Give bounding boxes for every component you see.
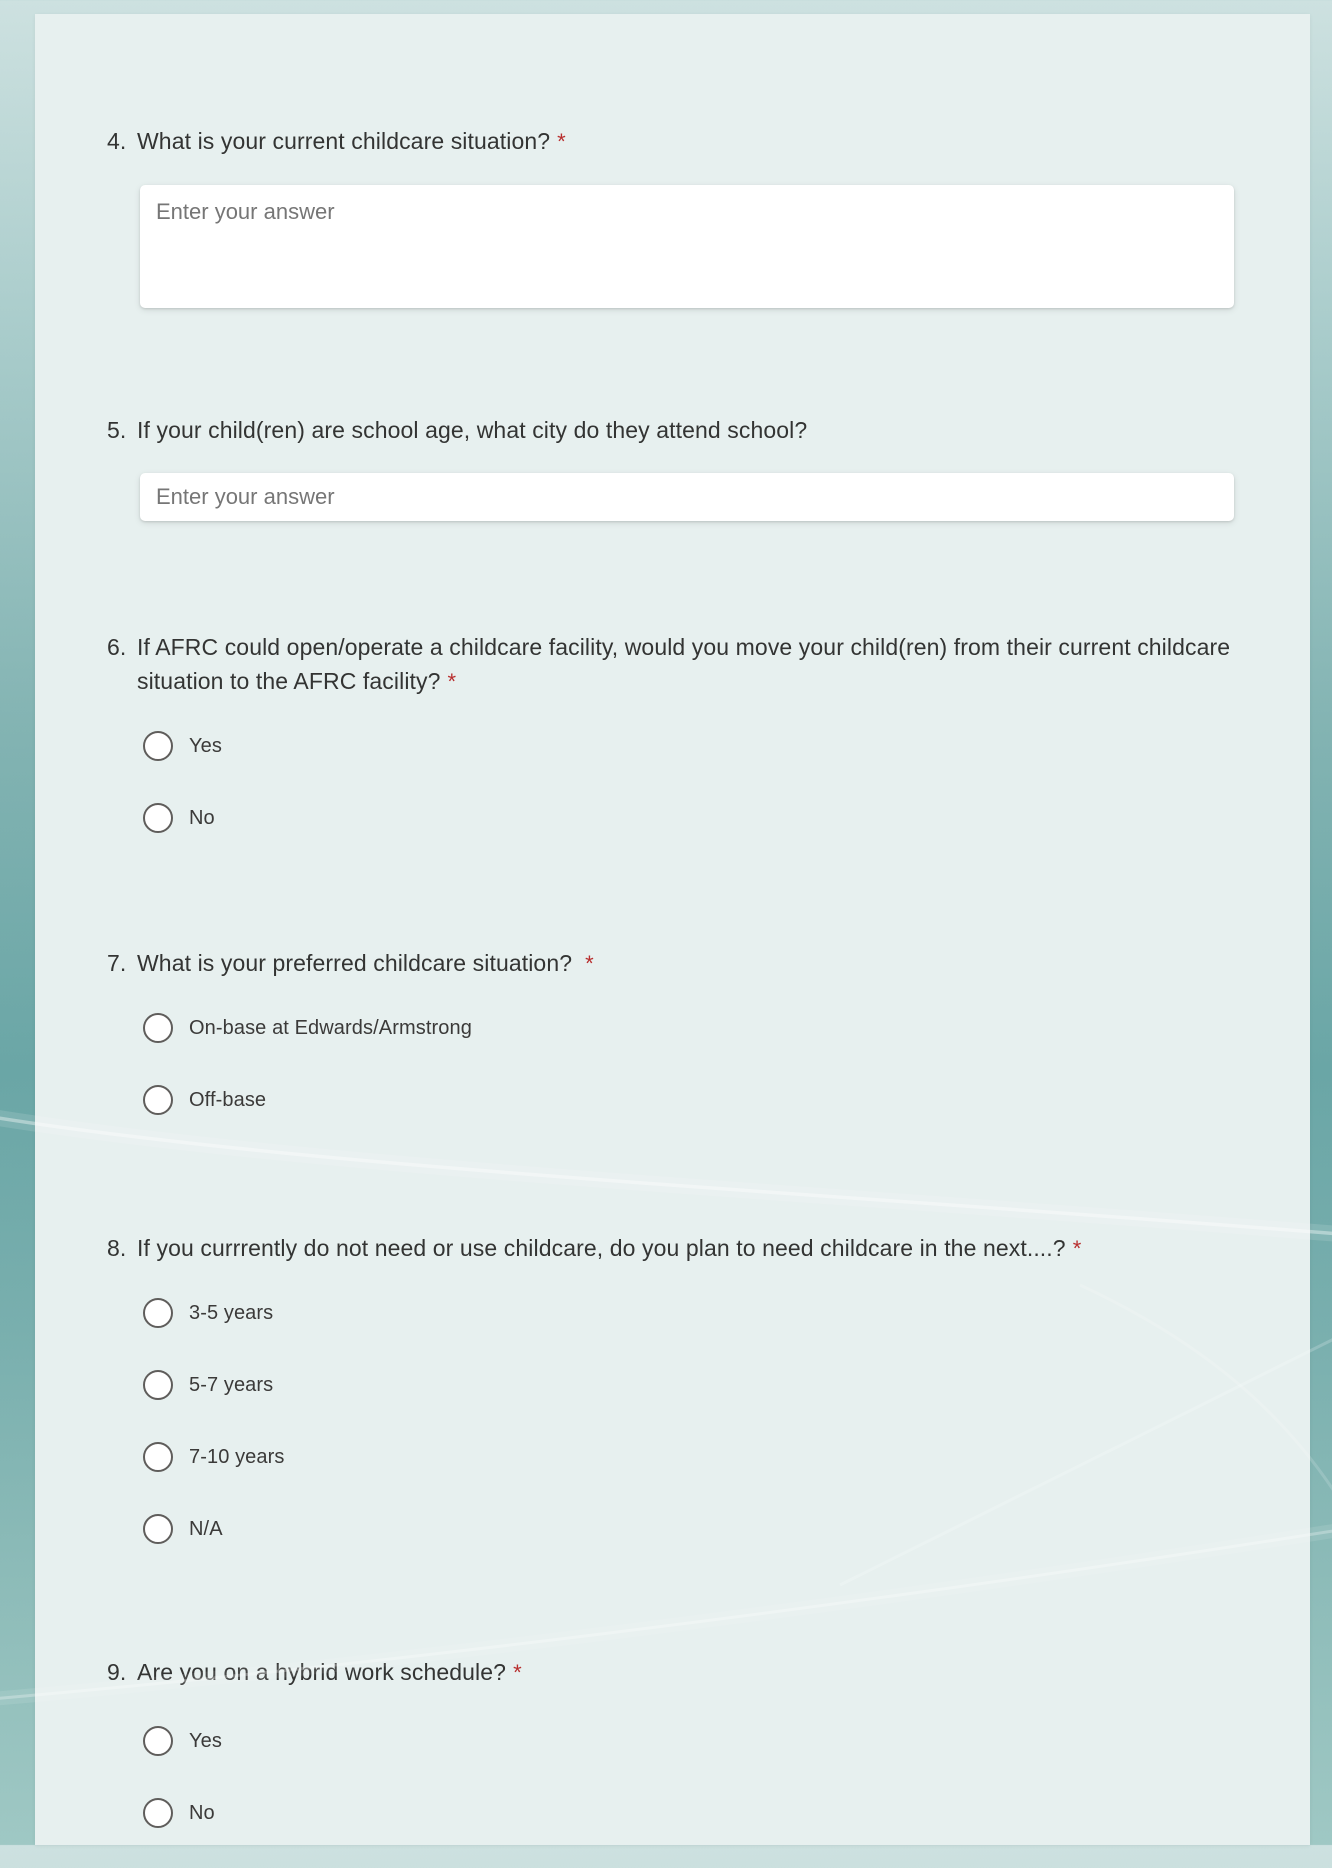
option-3-5-years[interactable] [143,1296,1242,1330]
required-asterisk: * [1072,1236,1082,1261]
radio-button-icon[interactable] [143,1370,173,1400]
option-label: N/A [189,1517,223,1540]
question-7-options [143,1011,1242,1117]
option-label: 7-10 years [189,1445,285,1468]
option-label: Yes [189,734,222,757]
radio-button-icon[interactable] [143,731,173,761]
question-6 [107,630,1242,873]
option-5-7-years[interactable] [143,1368,1242,1402]
question-text: Are you on a hybrid work schedule? [137,1659,507,1685]
option-on-base[interactable] [143,1011,1242,1045]
question-9-options [143,1724,1242,1830]
question-8-title [107,1231,1242,1266]
radio-button-icon[interactable] [143,1798,173,1828]
radio-button-icon[interactable] [143,1514,173,1544]
option-no[interactable] [143,801,1242,835]
option-label: 3-5 years [189,1301,274,1324]
radio-button-icon[interactable] [143,1442,173,1472]
option-yes[interactable] [143,1724,1242,1758]
question-number: 7. [107,950,127,976]
option-no[interactable] [143,1796,1242,1830]
question-6-options [143,729,1242,835]
option-label: 5-7 years [189,1373,274,1396]
question-text: What is your preferred childcare situation? [137,950,573,976]
option-label: No [189,1801,215,1824]
radio-button-icon[interactable] [143,1085,173,1115]
question-number: 4. [107,128,127,154]
question-8 [107,1231,1242,1584]
option-yes[interactable] [143,729,1242,763]
question-number: 9. [107,1659,127,1685]
radio-button-icon[interactable] [143,1298,173,1328]
question-5-title [107,413,1242,447]
question-5 [107,413,1242,521]
question-6-title [107,630,1242,699]
answer-input-q5[interactable] [140,473,1234,521]
question-7 [107,946,1242,1155]
required-asterisk: * [447,669,457,694]
option-na[interactable] [143,1512,1242,1546]
question-4-title [107,124,1242,159]
radio-button-icon[interactable] [143,1726,173,1756]
option-off-base[interactable] [143,1083,1242,1117]
question-number: 5. [107,417,127,443]
question-text: What is your current childcare situation? [137,128,551,154]
question-text: If you currrently do not need or use childcare, do you plan to need childcare in the next....? [137,1235,1066,1261]
option-7-10-years[interactable] [143,1440,1242,1474]
option-label: No [189,806,215,829]
required-asterisk: * [585,951,594,976]
question-7-title [107,946,1242,981]
question-9 [107,1655,1242,1868]
option-label: Off-base [189,1088,267,1111]
option-label: On-base at Edwards/Armstrong [189,1016,472,1039]
required-asterisk: * [557,129,566,154]
question-number: 8. [107,1235,127,1261]
question-text: If your child(ren) are school age, what city do they attend school? [137,417,808,443]
question-8-options [143,1296,1242,1546]
option-label: Yes [189,1729,222,1752]
radio-button-icon[interactable] [143,1013,173,1043]
form-card [35,14,1310,1845]
question-number: 6. [107,634,127,660]
radio-button-icon[interactable] [143,803,173,833]
question-9-title [107,1655,1242,1690]
required-asterisk: * [513,1660,522,1685]
question-4 [107,124,1242,308]
question-text: If AFRC could open/operate a childcare facility, would you move your child(ren) from their current childcare situation to the AFRC facility? [137,634,1231,694]
answer-input-q4[interactable] [140,185,1234,308]
